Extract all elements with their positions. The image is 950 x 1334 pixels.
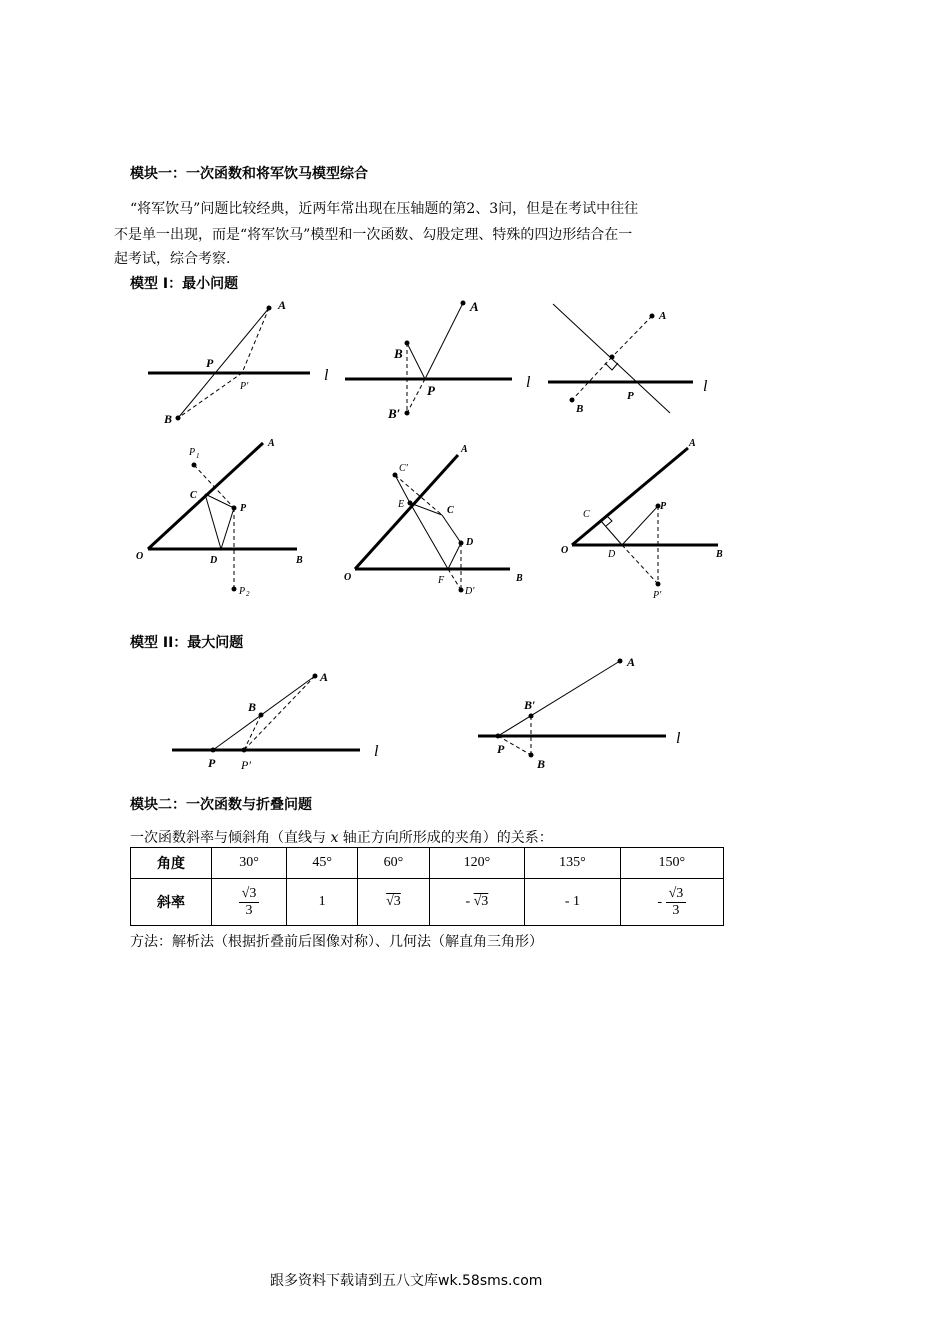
footer-link[interactable]: 跟多资料下载请到五八文库wk.58sms.com <box>270 1273 543 1289</box>
f4-label-C: C <box>190 490 197 501</box>
table-intro: 一次函数斜率与倾斜角（直线与 x 轴正方向所形成的夹角）的关系： <box>130 830 553 846</box>
f1-label-l: l <box>324 367 329 384</box>
f6-label-P-prime: P′ <box>653 590 662 601</box>
f6-label-D: D <box>608 549 616 560</box>
f7-label-l: l <box>374 743 379 760</box>
f8-label-B: B <box>537 757 546 771</box>
figure-5 <box>355 455 510 590</box>
f1-label-A: A <box>278 298 287 312</box>
model-1-heading: 模型 I：最小问题 <box>130 276 239 292</box>
section-1-heading: 模块一：一次函数和将军饮马模型综合 <box>130 166 368 182</box>
f4-label-P2-sub: 2 <box>246 590 250 598</box>
slope-row-head: 斜率 <box>131 879 212 926</box>
f2-label-B: B <box>394 346 403 361</box>
method-note: 方法：解析法（根据折叠前后图像对称）、几何法（解直角三角形） <box>130 934 543 950</box>
f3-label-P: P <box>627 390 634 402</box>
angle-row-head: 角度 <box>131 848 212 879</box>
f5-label-D-prime: D′ <box>465 586 475 597</box>
slope-cell: $\frac{√3}{3}$ <box>212 879 287 926</box>
figure-7 <box>172 676 360 750</box>
f4-label-P2: P <box>239 586 246 597</box>
angle-cell: 150° <box>620 848 723 879</box>
f6-label-A: A <box>689 438 696 449</box>
angle-cell: 135° <box>525 848 621 879</box>
f4-label-A: A <box>268 438 275 449</box>
f4-label-B: B <box>296 555 303 566</box>
f6-label-O: O <box>561 545 569 556</box>
f7-label-P: P <box>208 756 216 770</box>
f2-label-l: l <box>526 374 531 391</box>
f4-label-O: O <box>136 551 144 562</box>
slope-cell: - 1 <box>525 879 621 926</box>
f5-label-B: B <box>516 573 523 584</box>
paragraph-line-2: 不是单一出现，而是“将军饮马”模型和一次函数、勾股定理、特殊的四边形结合在一 <box>114 227 633 243</box>
f1-label-B: B <box>164 412 173 426</box>
f8-label-A: A <box>627 655 636 669</box>
angle-cell: 45° <box>287 848 358 879</box>
figure-4 <box>148 443 297 589</box>
slope-angle-table <box>130 847 724 926</box>
f2-label-B-prime: B′ <box>388 406 401 421</box>
f4-label-D: D <box>210 555 218 566</box>
f6-label-B: B <box>716 549 723 560</box>
f8-label-l: l <box>676 730 681 747</box>
f6-label-C: C <box>583 509 590 520</box>
f7-label-B: B <box>248 700 257 714</box>
angle-row <box>131 848 724 879</box>
f4-label-P: P <box>240 503 247 514</box>
figure-3 <box>548 304 693 413</box>
f1-label-P-prime: P′ <box>240 381 249 392</box>
f8-label-P: P <box>497 742 505 756</box>
f2-label-P: P <box>427 383 435 398</box>
f5-label-C-prime: C′ <box>399 463 408 474</box>
f5-label-D: D <box>466 537 474 548</box>
f3-label-A: A <box>659 310 667 322</box>
angle-cell: 30° <box>212 848 287 879</box>
paragraph-line-1: “将军饮马”问题比较经典，近两年常出现在压轴题的第2、3问，但是在考试中往往 <box>130 201 639 217</box>
slope-cell: √3 <box>358 879 429 926</box>
f3-label-l: l <box>703 378 708 395</box>
f7-label-P-prime: P′ <box>241 758 251 772</box>
f5-label-A: A <box>461 444 468 455</box>
f3-label-B: B <box>576 403 584 415</box>
figure-6 <box>572 448 718 584</box>
f8-label-B-prime: B′ <box>524 698 536 712</box>
section-2-heading: 模块二：一次函数与折叠问题 <box>130 797 312 813</box>
f6-label-P: P <box>660 501 667 512</box>
figure-1 <box>148 308 310 418</box>
f7-label-A: A <box>320 670 329 684</box>
f5-label-F: F <box>438 575 445 586</box>
f4-label-P1-sub: 1 <box>196 452 200 460</box>
slope-cell: - √3 <box>429 879 525 926</box>
slope-cell: - $\frac{√3}{3}$ <box>620 879 723 926</box>
f5-label-O: O <box>344 572 352 583</box>
f1-label-P: P <box>206 356 214 370</box>
f2-label-A: A <box>470 299 479 314</box>
f5-label-C: C <box>447 505 454 516</box>
slope-row <box>131 879 724 926</box>
slope-cell: 1 <box>287 879 358 926</box>
angle-cell: 60° <box>358 848 429 879</box>
paragraph-line-3: 起考试，综合考察. <box>114 251 231 267</box>
angle-cell: 120° <box>429 848 525 879</box>
f4-label-P1: P <box>189 447 196 458</box>
model-2-heading: 模型 II：最大问题 <box>130 635 244 651</box>
f5-label-E: E <box>398 499 405 510</box>
figure-8 <box>478 661 666 755</box>
